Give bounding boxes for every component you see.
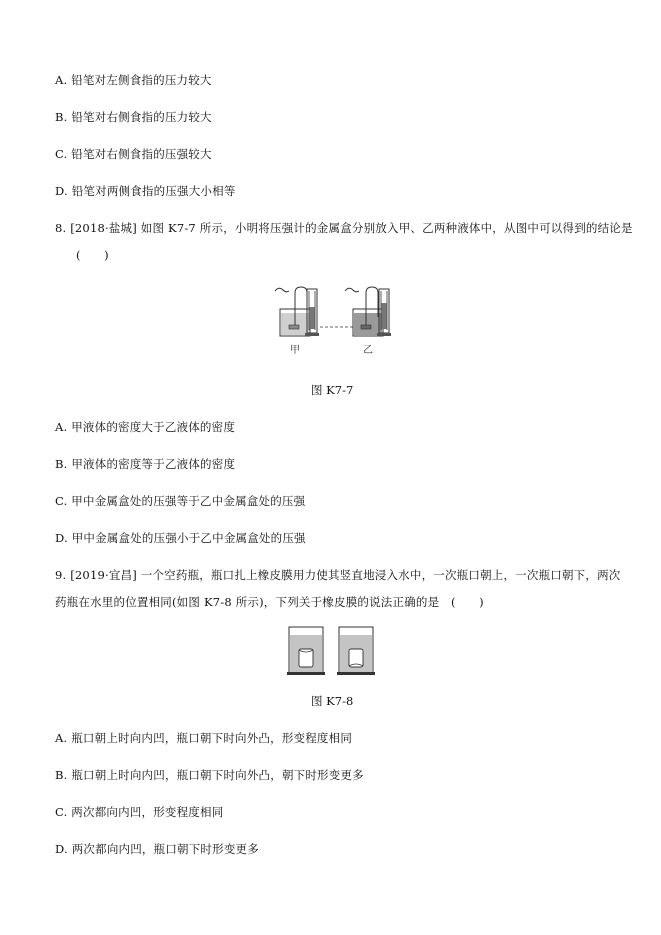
figure-left-label: 甲 — [290, 345, 300, 356]
figure-k7-8-caption: 图 K7-8 — [311, 694, 354, 708]
q9-option-a: A. 瓶口朝上时向内凹，瓶口朝下时向外凸，形变程度相同 — [55, 731, 353, 745]
figure-right-label: 乙 — [363, 345, 373, 356]
figure-k7-7-caption: 图 K7-7 — [311, 383, 354, 397]
q7-option-c: C. 铅笔对右侧食指的压强较大 — [55, 147, 212, 161]
beaker-left — [275, 287, 319, 336]
q9-option-b: B. 瓶口朝上时向内凹，瓶口朝下时向外凸，朝下时形变更多 — [55, 768, 364, 782]
container-left — [287, 627, 325, 675]
beaker-right — [345, 287, 391, 336]
q7-option-d: D. 铅笔对两侧食指的压强大小相等 — [55, 184, 236, 198]
figure-k7-7 — [265, 283, 395, 363]
q7-option-b: B. 铅笔对右侧食指的压力较大 — [55, 110, 212, 124]
q9-stem-line1: 9. [2019·宜昌] 一个空药瓶，瓶口扎上橡皮膜用力使其竖直地浸入水中，一次瓶口朝上，一次瓶口朝下，两次 — [55, 568, 621, 582]
q7-option-a: A. 铅笔对左侧食指的压力较大 — [55, 73, 212, 87]
q8-option-c: C. 甲中金属盒处的压强等于乙中金属盒处的压强 — [55, 494, 306, 508]
container-right — [337, 627, 375, 675]
q8-stem-line2: ( ) — [76, 248, 109, 262]
q9-option-d: D. 两次都向内凹，瓶口朝下时形变更多 — [55, 842, 259, 856]
figure-k7-8 — [287, 625, 377, 677]
q9-option-c: C. 两次都向内凹，形变程度相同 — [55, 805, 224, 819]
q8-option-d: D. 甲中金属盒处的压强小于乙中金属盒处的压强 — [55, 531, 306, 545]
q8-option-b: B. 甲液体的密度等于乙液体的密度 — [55, 457, 236, 471]
q8-option-a: A. 甲液体的密度大于乙液体的密度 — [55, 420, 236, 434]
q8-stem-line1: 8. [2018·盐城] 如图 K7-7 所示，小明将压强计的金属盒分别放入甲、乙两种液体中，从图中可以得到的结论是 — [55, 221, 633, 235]
q9-stem-line2: 药瓶在水里的位置相同(如图 K7-8 所示)，下列关于橡皮膜的说法正确的是 ( ) — [55, 595, 484, 609]
